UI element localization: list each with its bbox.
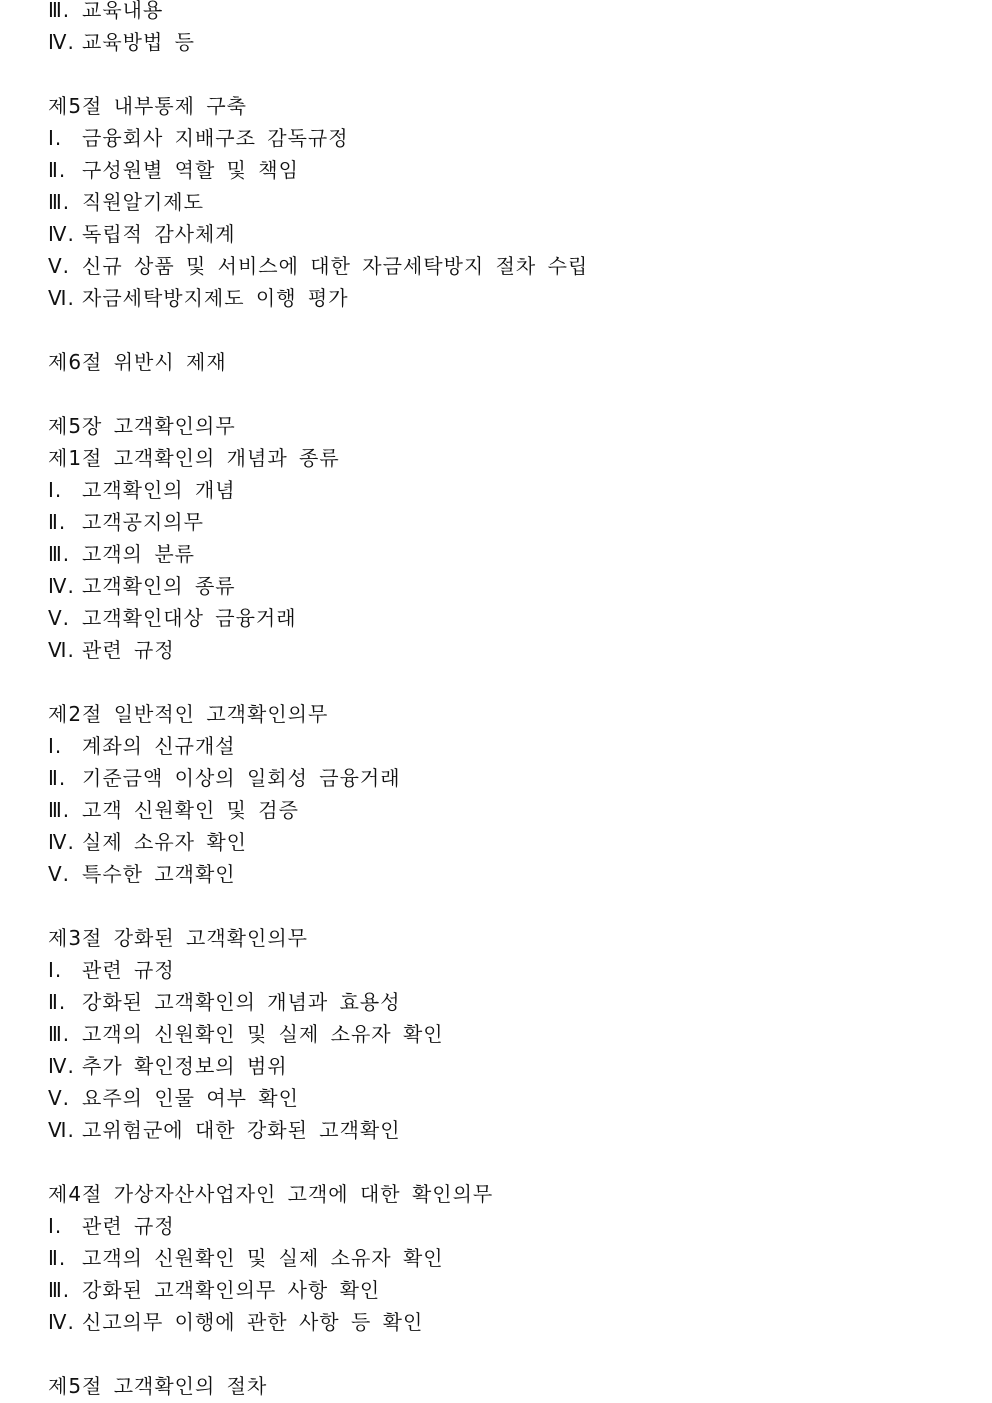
toc-item xyxy=(48,1306,968,1338)
toc-item-text: 실제 소유자 확인 xyxy=(82,830,247,854)
roman-numeral: Ⅵ. xyxy=(48,286,75,310)
roman-numeral: Ⅱ. xyxy=(48,990,67,1014)
toc-heading xyxy=(48,1178,968,1210)
roman-numeral: Ⅳ. xyxy=(48,574,75,598)
toc-item xyxy=(48,26,968,58)
toc-item-text: 요주의 인물 여부 확인 xyxy=(82,1086,299,1110)
toc-item-text: 고객공지의무 xyxy=(82,510,204,534)
toc-item xyxy=(48,0,968,26)
roman-numeral: Ⅳ. xyxy=(48,830,75,854)
roman-numeral: Ⅴ. xyxy=(48,1086,71,1110)
toc-item xyxy=(48,730,968,762)
toc-item xyxy=(48,474,968,506)
roman-numeral: Ⅵ. xyxy=(48,1118,75,1142)
toc-heading xyxy=(48,442,968,474)
toc-item-text: 독립적 감사체계 xyxy=(82,222,236,246)
roman-numeral: Ⅰ. xyxy=(48,734,63,758)
toc-heading-text: 제2절 일반적인 고객확인의무 xyxy=(48,702,329,726)
toc-item xyxy=(48,794,968,826)
toc-item xyxy=(48,602,968,634)
roman-numeral: Ⅲ. xyxy=(48,0,71,22)
blank-line xyxy=(48,890,968,922)
roman-numeral: Ⅴ. xyxy=(48,254,71,278)
roman-numeral: Ⅲ. xyxy=(48,190,71,214)
toc-item-text: 강화된 고객확인의무 사항 확인 xyxy=(82,1278,381,1302)
toc-item xyxy=(48,1210,968,1242)
roman-numeral: Ⅴ. xyxy=(48,606,71,630)
roman-numeral: Ⅰ. xyxy=(48,126,63,150)
toc-item xyxy=(48,282,968,314)
toc-item xyxy=(48,250,968,282)
toc-item-text: 고객의 분류 xyxy=(82,542,195,566)
toc-item-text: 고객확인대상 금융거래 xyxy=(82,606,297,630)
toc-item xyxy=(48,122,968,154)
roman-numeral: Ⅲ. xyxy=(48,1022,71,1046)
toc-heading-text: 제1절 고객확인의 개념과 종류 xyxy=(48,446,340,470)
roman-numeral: Ⅰ. xyxy=(48,958,63,982)
toc-item xyxy=(48,954,968,986)
roman-numeral: Ⅵ. xyxy=(48,638,75,662)
toc-item xyxy=(48,218,968,250)
roman-numeral: Ⅲ. xyxy=(48,798,71,822)
toc-item-text: 고객의 신원확인 및 실제 소유자 확인 xyxy=(82,1246,444,1270)
toc-heading xyxy=(48,698,968,730)
toc-heading xyxy=(48,346,968,378)
blank-line xyxy=(48,1338,968,1370)
toc-heading xyxy=(48,922,968,954)
toc-item-text: 금융회사 지배구조 감독규정 xyxy=(82,126,349,150)
toc-item-text: 자금세탁방지제도 이행 평가 xyxy=(82,286,349,310)
toc-item xyxy=(48,1082,968,1114)
toc-item-text: 구성원별 역할 및 책임 xyxy=(82,158,299,182)
toc-item-text: 관련 규정 xyxy=(82,638,175,662)
toc-heading-text: 제5장 고객확인의무 xyxy=(48,414,236,438)
toc-item xyxy=(48,570,968,602)
roman-numeral: Ⅰ. xyxy=(48,1214,63,1238)
roman-numeral: Ⅱ. xyxy=(48,766,67,790)
toc-heading xyxy=(48,410,968,442)
toc-item xyxy=(48,1242,968,1274)
blank-line xyxy=(48,1146,968,1178)
roman-numeral: Ⅱ. xyxy=(48,1246,67,1270)
toc-item-text: 특수한 고객확인 xyxy=(82,862,236,886)
toc-item-text: 기준금액 이상의 일회성 금융거래 xyxy=(82,766,401,790)
toc-heading xyxy=(48,90,968,122)
toc-item-text: 교육방법 등 xyxy=(82,30,195,54)
roman-numeral: Ⅳ. xyxy=(48,222,75,246)
toc-item-text: 고객확인의 개념 xyxy=(82,478,236,502)
roman-numeral: Ⅰ. xyxy=(48,478,63,502)
toc-item xyxy=(48,634,968,666)
toc-item xyxy=(48,1018,968,1050)
toc-item xyxy=(48,538,968,570)
toc-heading xyxy=(48,1370,968,1402)
toc-item-text: 신고의무 이행에 관한 사항 등 확인 xyxy=(82,1310,424,1334)
toc-item-text: 강화된 고객확인의 개념과 효용성 xyxy=(82,990,401,1014)
toc-item-text: 고객 신원확인 및 검증 xyxy=(82,798,299,822)
toc-item-text: 고객확인의 종류 xyxy=(82,574,236,598)
toc-item xyxy=(48,154,968,186)
blank-line xyxy=(48,314,968,346)
toc-heading-text: 제3절 강화된 고객확인의무 xyxy=(48,926,308,950)
table-of-contents xyxy=(48,0,968,1402)
toc-item xyxy=(48,1274,968,1306)
blank-line xyxy=(48,666,968,698)
roman-numeral: Ⅲ. xyxy=(48,542,71,566)
roman-numeral: Ⅲ. xyxy=(48,1278,71,1302)
toc-item-text: 고객의 신원확인 및 실제 소유자 확인 xyxy=(82,1022,444,1046)
toc-heading-text: 제5절 고객확인의 절차 xyxy=(48,1374,268,1398)
roman-numeral: Ⅱ. xyxy=(48,510,67,534)
toc-item-text: 교육내용 xyxy=(82,0,164,22)
toc-item xyxy=(48,1114,968,1146)
toc-heading-text: 제4절 가상자산사업자인 고객에 대한 확인의무 xyxy=(48,1182,494,1206)
toc-item-text: 계좌의 신규개설 xyxy=(82,734,236,758)
roman-numeral: Ⅳ. xyxy=(48,1054,75,1078)
toc-item xyxy=(48,858,968,890)
toc-item xyxy=(48,762,968,794)
toc-item-text: 직원알기제도 xyxy=(82,190,204,214)
roman-numeral: Ⅱ. xyxy=(48,158,67,182)
toc-item-text: 고위험군에 대한 강화된 고객확인 xyxy=(82,1118,401,1142)
toc-item-text: 추가 확인정보의 범위 xyxy=(82,1054,288,1078)
toc-heading-text: 제6절 위반시 제재 xyxy=(48,350,227,374)
toc-item-text: 관련 규정 xyxy=(82,1214,175,1238)
toc-item xyxy=(48,186,968,218)
toc-item xyxy=(48,506,968,538)
toc-item xyxy=(48,986,968,1018)
roman-numeral: Ⅴ. xyxy=(48,862,71,886)
toc-item xyxy=(48,826,968,858)
blank-line xyxy=(48,58,968,90)
toc-item-text: 관련 규정 xyxy=(82,958,175,982)
blank-line xyxy=(48,378,968,410)
toc-heading-text: 제5절 내부통제 구축 xyxy=(48,94,247,118)
toc-item xyxy=(48,1050,968,1082)
toc-item-text: 신규 상품 및 서비스에 대한 자금세탁방지 절차 수립 xyxy=(82,254,589,278)
roman-numeral: Ⅳ. xyxy=(48,1310,75,1334)
roman-numeral: Ⅳ. xyxy=(48,30,75,54)
